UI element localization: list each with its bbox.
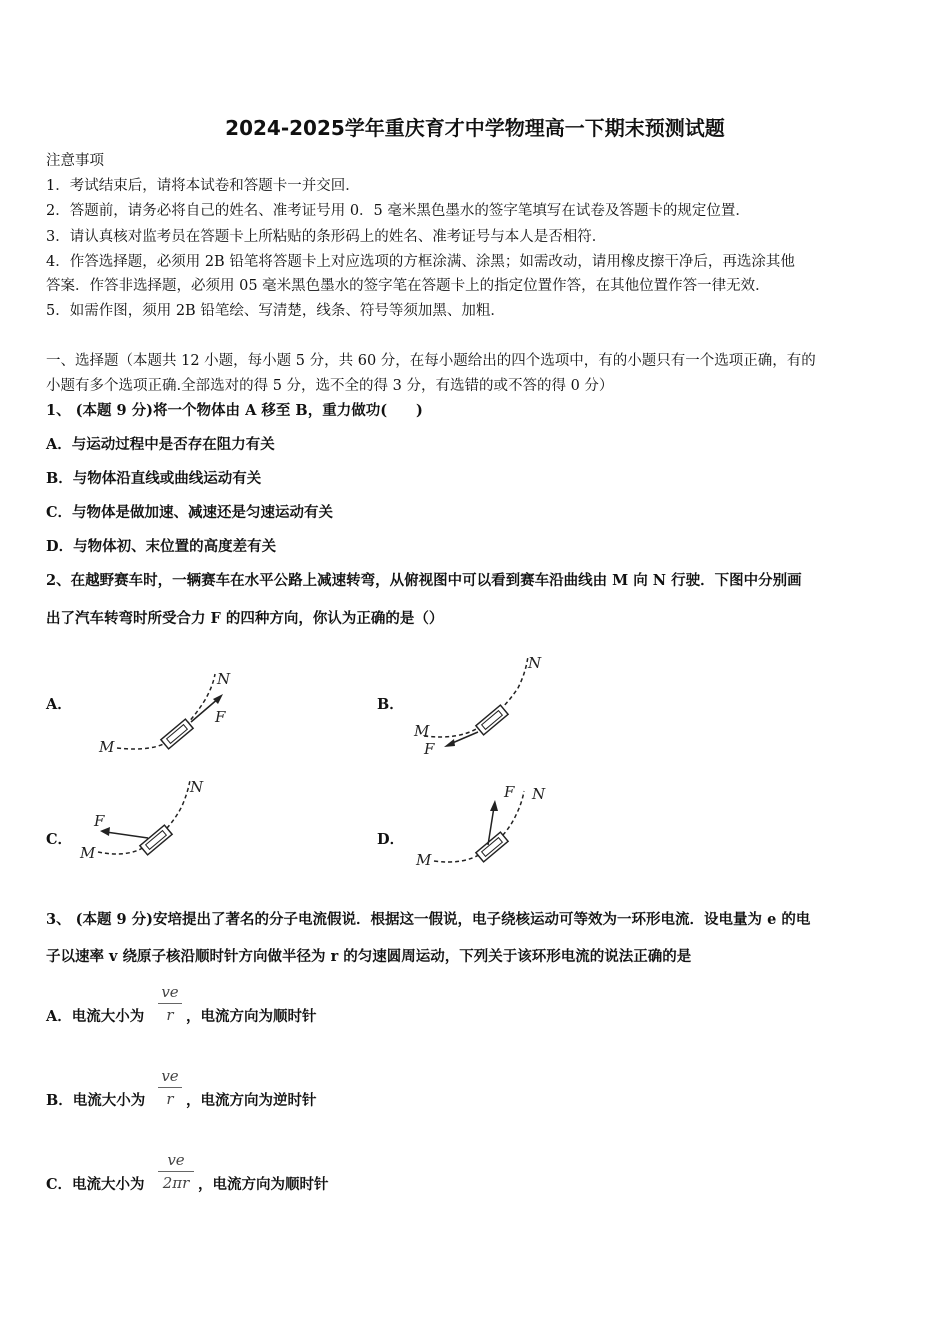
q2-stem-cont: 出了汽车转弯时所受合力 F 的四种方向，你认为正确的是（）: [46, 610, 444, 627]
q2-stem: 2、在越野赛车时，一辆赛车在水平公路上减速转弯，从俯视图中可以看到赛车沿曲线由 M 向 N 行驶．下图中分别画: [46, 572, 802, 589]
q2-figure-c-label: C．: [46, 831, 73, 848]
q1-stem: 1、 (本题 9 分)将一个物体由 A 移至 B，重力做功( ): [46, 402, 423, 419]
q2-figure-a-label-m: M: [99, 738, 115, 756]
notice-item: 3．请认真核对监考员在答题卡上所粘贴的条形码上的姓名、准考证号与本人是否相符．: [46, 229, 607, 245]
fraction-numerator: ve: [161, 983, 179, 1001]
q2-figure-d: [410, 775, 570, 875]
section-heading-cont: 小题有多个选项正确.全部选对的得 5 分，选不全的得 3 分，有选错的或不答的得 0 分）: [46, 378, 614, 394]
q1-option-b: B．与物体沿直线或曲线运动有关: [46, 470, 262, 487]
q1-option-a: A．与运动过程中是否存在阻力有关: [46, 436, 275, 453]
q3-option-b-fraction: [158, 1067, 182, 1108]
q3-option-b-suffix: ，电流方向为逆时针: [186, 1092, 317, 1109]
q2-figure-d-label-m: M: [416, 851, 432, 869]
q3-stem: 3、 (本题 9 分)安培提出了著名的分子电流假说．根据这一假说，电子绕核运动可等效为一环形电流．设电量为 e 的电: [46, 911, 811, 928]
q1-option-d: D．与物体初、末位置的高度差有关: [46, 538, 277, 555]
q2-figure-a: [95, 662, 245, 762]
q2-figure-d-label: D．: [377, 831, 405, 848]
fraction-denominator: r: [166, 1090, 174, 1108]
q2-figure-b-label-f: F: [424, 740, 435, 758]
section-heading: 一、选择题（本题共 12 小题，每小题 5 分，共 60 分，在每小题给出的四个选项中，有的小题只有一个选项正确，有的: [46, 353, 816, 369]
notice-item: 4．作答选择题，必须用 2B 铅笔将答题卡上对应选项的方框涂满、涂黑；如需改动，请用橡皮擦干净后，再选涂其他: [46, 254, 795, 270]
q2-figure-d-label-f: F: [504, 783, 515, 801]
q2-figure-b-label: B．: [377, 696, 404, 713]
q3-option-c-suffix: ，电流方向为顺时针: [198, 1176, 329, 1193]
notice-item: 答案．作答非选择题，必须用 05 毫米黑色墨水的签字笔在答题卡上的指定位置作答，在其他位置作答一律无效．: [46, 278, 770, 294]
fraction-numerator: ve: [161, 1067, 179, 1085]
q2-figure-b: [410, 648, 570, 758]
notice-item: 1．考试结束后，请将本试卷和答题卡一并交回．: [46, 178, 360, 194]
q2-figure-b-label-m: M: [414, 722, 430, 740]
q3-stem-cont: 子以速率 v 绕原子核沿顺时针方向做半径为 r 的匀速圆周运动，下列关于该环形电流的说法正确的是: [46, 948, 692, 965]
fraction-numerator: ve: [167, 1151, 185, 1169]
notice-heading: 注意事项: [46, 153, 104, 169]
q3-option-c-fraction: [158, 1151, 194, 1192]
q3-option-c-prefix: C．电流大小为: [46, 1176, 145, 1193]
notice-item: 5．如需作图，须用 2B 铅笔绘、写清楚，线条、符号等须加黑、加粗．: [46, 303, 505, 319]
q2-figure-c-label-n: N: [190, 778, 204, 796]
q2-figure-b-label-n: N: [528, 654, 542, 672]
fraction-denominator: r: [166, 1006, 174, 1024]
q1-option-c: C．与物体是做加速、减速还是匀速运动有关: [46, 504, 334, 521]
q3-option-a-suffix: ，电流方向为顺时针: [186, 1008, 317, 1025]
q2-figure-a-label-n: N: [217, 670, 231, 688]
page-title: 2024-2025学年重庆育才中学物理高一下期末预测试题: [225, 116, 725, 140]
q2-figure-c-label-f: F: [94, 812, 105, 830]
q2-figure-a-label-f: F: [215, 708, 226, 726]
q3-option-a-fraction: [158, 983, 182, 1024]
q2-figure-a-label: A．: [46, 696, 72, 713]
q2-figure-c: [78, 772, 238, 872]
q3-option-a-prefix: A．电流大小为: [46, 1008, 145, 1025]
notice-item: 2．答题前，请务必将自己的姓名、准考证号用 0．5 毫米黑色墨水的签字笔填写在试卷及答题卡的规定位置．: [46, 203, 750, 219]
q2-figure-c-label-m: M: [80, 844, 96, 862]
q3-option-b-prefix: B．电流大小为: [46, 1092, 146, 1109]
q2-figure-d-label-n: N: [532, 785, 546, 803]
fraction-denominator: 2πr: [162, 1174, 190, 1192]
